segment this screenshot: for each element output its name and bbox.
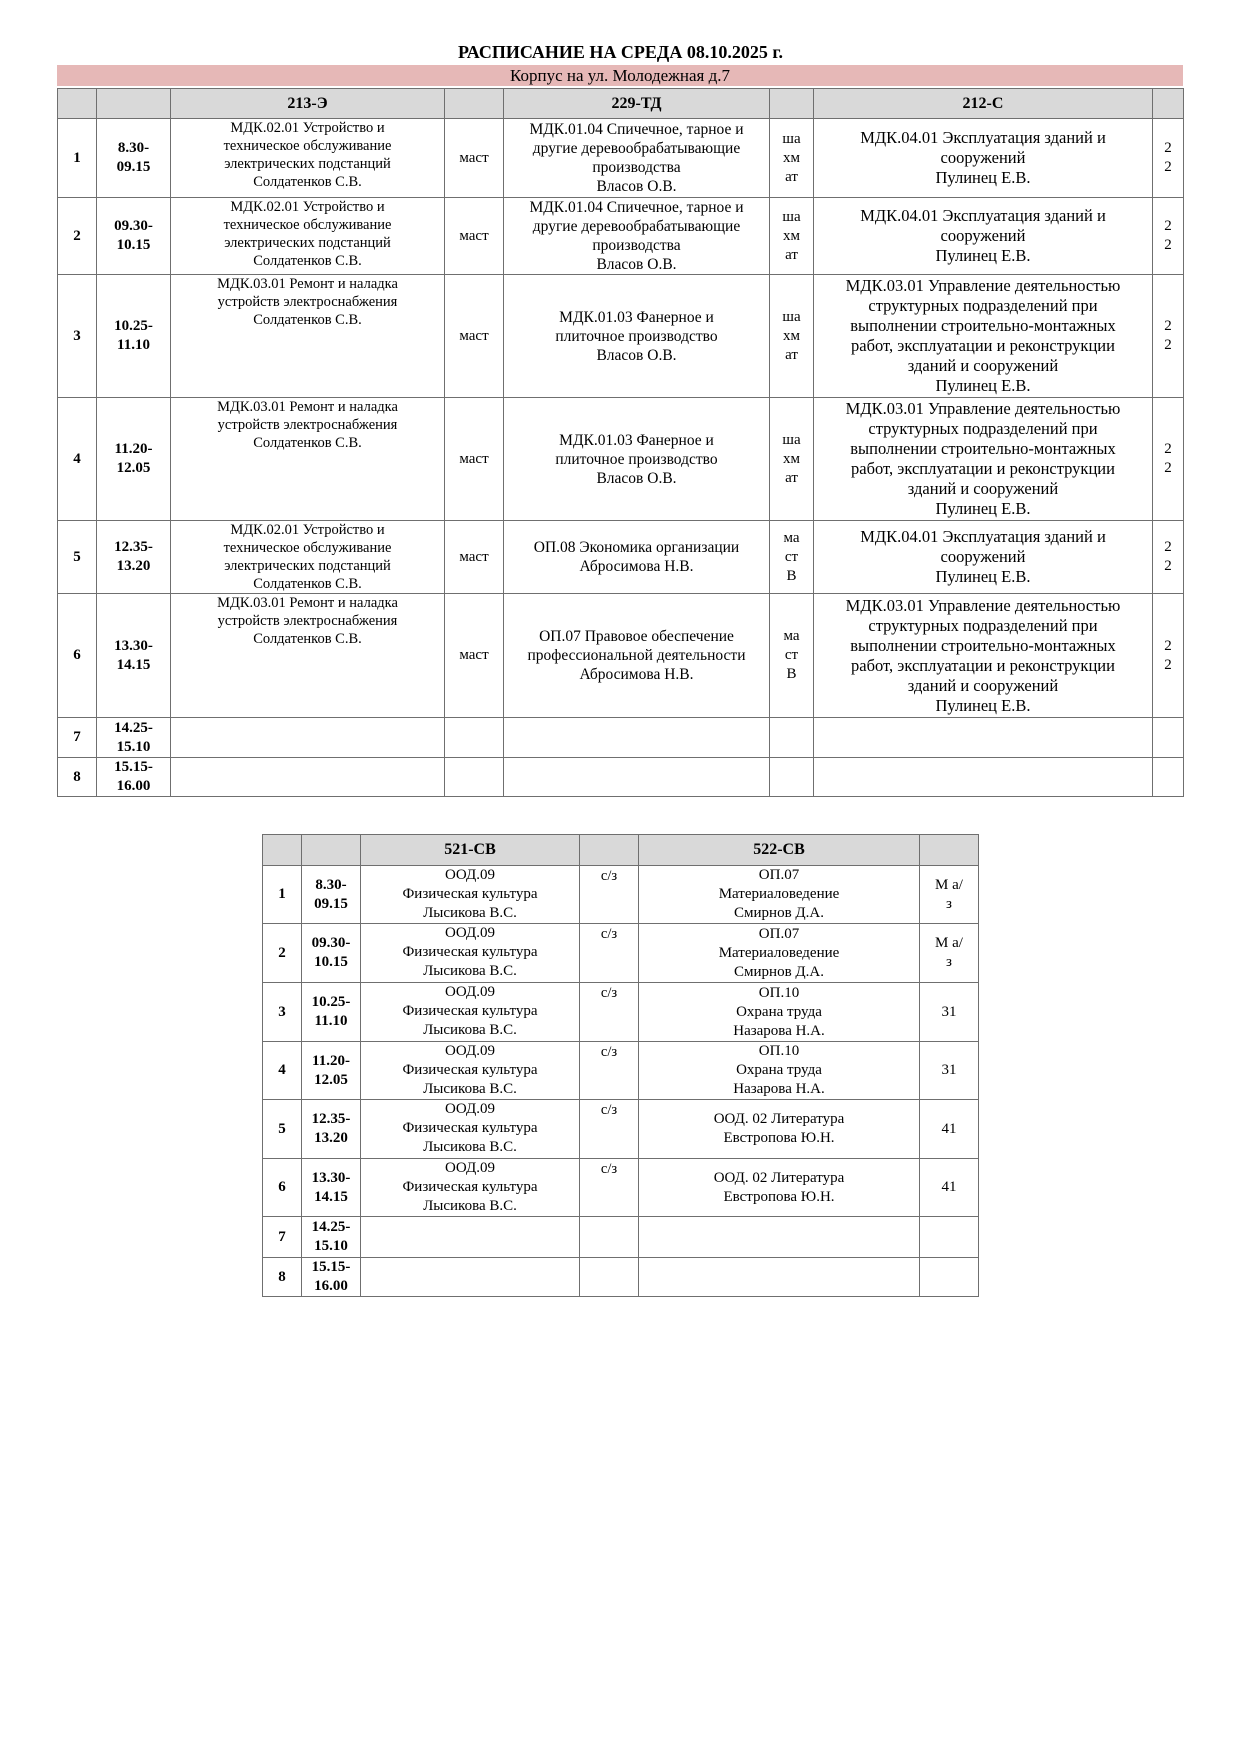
lesson-522 [639,1217,920,1258]
lesson-number: 3 [58,275,97,398]
header-room [445,89,504,119]
room-212 [1153,521,1184,594]
room-213: маст [445,398,504,521]
room-521: с/з [580,866,639,924]
lesson-time: 14.25- 15.10 [97,718,171,758]
lesson-212: МДК.04.01 Эксплуатация зданий и сооружений Пулинец Е.В. [814,198,1153,275]
lesson-521: ООД.09 Физическая культура Лысикова В.С. [361,1159,580,1217]
lesson-212 [814,718,1153,758]
room-229-text: шахмат [782,130,801,185]
lesson-212 [814,758,1153,797]
lesson-521: ООД.09 Физическая культура Лысикова В.С. [361,983,580,1042]
room-213 [445,718,504,758]
room-229 [770,119,814,198]
lesson-521: ООД.09 Физическая культура Лысикова В.С. [361,1042,580,1100]
room-521: с/з [580,1159,639,1217]
room-229 [770,275,814,398]
table-row [263,1258,979,1297]
lesson-time: 09.30- 10.15 [97,198,171,275]
lesson-time: 13.30- 14.15 [97,594,171,718]
lesson-229: ОП.08 Экономика организации Абросимова Н.В. [504,521,770,594]
lesson-213: МДК.03.01 Ремонт и наладка устройств электроснабжения Солдатенков С.В. [171,275,445,398]
lesson-212: МДК.04.01 Эксплуатация зданий и сооружений Пулинец Е.В. [814,521,1153,594]
lesson-213: МДК.02.01 Устройство и техническое обслуживание электрических подстанций Солдатенков С.В. [171,119,445,198]
lesson-213: МДК.03.01 Ремонт и наладка устройств электроснабжения Солдатенков С.В. [171,398,445,521]
room-212 [1153,594,1184,718]
lesson-213 [171,718,445,758]
lesson-time: 8.30- 09.15 [97,119,171,198]
room-229 [770,521,814,594]
header-time [302,835,361,866]
lesson-time: 15.15- 16.00 [97,758,171,797]
room-212-text: 22 [1164,140,1172,175]
lesson-time: 09.30- 10.15 [302,924,361,983]
lesson-229: МДК.01.03 Фанерное и плиточное производство Власов О.В. [504,398,770,521]
table-row [58,594,1184,718]
room-521: с/з [580,983,639,1042]
room-522 [920,866,979,924]
lesson-521 [361,1258,580,1297]
room-212 [1153,398,1184,521]
header-time [97,89,171,119]
room-522 [920,1217,979,1258]
table-row [263,924,979,983]
lesson-time: 8.30- 09.15 [302,866,361,924]
room-521: с/з [580,1100,639,1159]
room-521 [580,1217,639,1258]
room-522 [920,924,979,983]
room-213: маст [445,198,504,275]
table-row [58,198,1184,275]
lesson-522: ОП.10 Охрана труда Назарова Н.А. [639,983,920,1042]
page-title: РАСПИСАНИЕ НА СРЕДА 08.10.2025 г. [458,42,783,62]
room-522-text: М а/з [935,876,963,912]
lesson-522: ООД. 02 Литература Евстропова Ю.Н. [639,1159,920,1217]
table-row [263,1100,979,1159]
room-522-text: 41 [941,1120,957,1137]
room-522-text: 31 [941,1062,957,1078]
lesson-number: 2 [263,924,302,983]
room-229 [770,398,814,521]
schedule-table-main [57,88,1184,797]
room-229-text: шахмат [782,308,801,363]
room-522-text: М а/з [935,935,963,970]
lesson-229: МДК.01.04 Спичечное, тарное и другие деревообрабатывающие производства Власов О.В. [504,119,770,198]
lesson-number: 7 [58,718,97,758]
room-229-text: маст В [783,529,800,584]
lesson-time: 13.30- 14.15 [302,1159,361,1217]
room-213: маст [445,275,504,398]
room-521: с/з [580,924,639,983]
lesson-212: МДК.03.01 Управление деятельностью структурных подразделений при выполнении строительно-монтажных работ, эксплуатации и реконструкции зданий и сооружений Пулинец Е.В. [814,275,1153,398]
lesson-229: МДК.01.03 Фанерное и плиточное производство Власов О.В. [504,275,770,398]
lesson-213: МДК.03.01 Ремонт и наладка устройств электроснабжения Солдатенков С.В. [171,594,445,718]
lesson-time: 12.35- 13.20 [97,521,171,594]
lesson-number: 8 [58,758,97,797]
table-row [58,718,1184,758]
lesson-number: 4 [58,398,97,521]
header-num [263,835,302,866]
room-522 [920,983,979,1042]
room-229 [770,594,814,718]
room-229 [770,718,814,758]
lesson-229: ОП.07 Правовое обеспечение профессиональной деятельности Абросимова Н.В. [504,594,770,718]
lesson-number: 6 [263,1159,302,1217]
table-row [58,119,1184,198]
header-room [920,835,979,866]
table-row [263,983,979,1042]
lesson-number: 8 [263,1258,302,1297]
lesson-521: ООД.09 Физическая культура Лысикова В.С. [361,1100,580,1159]
lesson-time: 11.20- 12.05 [97,398,171,521]
room-522 [920,1159,979,1217]
table-row [263,866,979,924]
lesson-number: 4 [263,1042,302,1100]
table-row [58,758,1184,797]
table-row [58,398,1184,521]
lesson-522: ОП.07 Материаловедение Смирнов Д.А. [639,924,920,983]
lesson-number: 3 [263,983,302,1042]
table-header-row [58,89,1184,119]
lesson-number: 1 [58,119,97,198]
table-row [263,1217,979,1258]
room-522 [920,1100,979,1159]
lesson-522: ООД. 02 Литература Евстропова Ю.Н. [639,1100,920,1159]
lesson-time: 14.25- 15.10 [302,1217,361,1258]
lesson-213 [171,758,445,797]
room-522-text: 41 [941,1179,957,1195]
lesson-212: МДК.03.01 Управление деятельностью структурных подразделений при выполнении строительно-монтажных работ, эксплуатации и реконструкции зданий и сооружений Пулинец Е.В. [814,398,1153,521]
lesson-number: 5 [58,521,97,594]
table-header-row [263,835,979,866]
group-header-522: 522-СВ [639,835,920,866]
header-room [770,89,814,119]
room-213: маст [445,521,504,594]
lesson-time: 10.25- 11.10 [302,983,361,1042]
room-229 [770,198,814,275]
lesson-number: 5 [263,1100,302,1159]
lesson-229: МДК.01.04 Спичечное, тарное и другие деревообрабатывающие производства Власов О.В. [504,198,770,275]
lesson-time: 15.15- 16.00 [302,1258,361,1297]
lesson-number: 6 [58,594,97,718]
room-522-text: 31 [941,1003,957,1020]
room-213: маст [445,594,504,718]
lesson-522 [639,1258,920,1297]
group-header-521: 521-СВ [361,835,580,866]
room-229-text: шахмат [782,208,801,263]
room-212-text: 22 [1164,637,1172,673]
lesson-522: ОП.10 Охрана труда Назарова Н.А. [639,1042,920,1100]
room-212-text: 22 [1164,539,1172,574]
room-212 [1153,119,1184,198]
lesson-229 [504,758,770,797]
table-row [58,521,1184,594]
lesson-522: ОП.07 Материаловедение Смирнов Д.А. [639,866,920,924]
lesson-time: 12.35- 13.20 [302,1100,361,1159]
lesson-number: 2 [58,198,97,275]
room-212 [1153,198,1184,275]
room-229-text: маст В [783,628,800,682]
room-229 [770,758,814,797]
lesson-521: ООД.09 Физическая культура Лысикова В.С. [361,924,580,983]
lesson-time: 11.20- 12.05 [302,1042,361,1100]
header-room [1153,89,1184,119]
room-212-text: 22 [1164,218,1172,253]
lesson-number: 1 [263,866,302,924]
lesson-229 [504,718,770,758]
room-212-text: 22 [1164,318,1172,353]
room-212 [1153,718,1184,758]
lesson-521: ООД.09 Физическая культура Лысикова В.С. [361,866,580,924]
room-521 [580,1258,639,1297]
lesson-212: МДК.03.01 Управление деятельностью структурных подразделений при выполнении строительно-монтажных работ, эксплуатации и реконструкции зданий и сооружений Пулинец Е.В. [814,594,1153,718]
lesson-521 [361,1217,580,1258]
group-header-212: 212-С [814,89,1153,119]
lesson-213: МДК.02.01 Устройство и техническое обслуживание электрических подстанций Солдатенков С.В. [171,521,445,594]
table-row [58,275,1184,398]
room-521: с/з [580,1042,639,1100]
room-212 [1153,275,1184,398]
table-row [263,1042,979,1100]
room-522 [920,1042,979,1100]
room-522 [920,1258,979,1297]
lesson-time: 10.25- 11.10 [97,275,171,398]
header-num [58,89,97,119]
room-212-text: 22 [1164,441,1172,476]
room-212 [1153,758,1184,797]
group-header-229: 229-ТД [504,89,770,119]
room-229-text: шахмат [782,431,801,486]
building-banner: Корпус на ул. Молодежная д.7 [57,65,1183,86]
header-room [580,835,639,866]
lesson-212: МДК.04.01 Эксплуатация зданий и сооружений Пулинец Е.В. [814,119,1153,198]
lesson-number: 7 [263,1217,302,1258]
room-213: маст [445,119,504,198]
table-row [263,1159,979,1217]
room-213 [445,758,504,797]
lesson-213: МДК.02.01 Устройство и техническое обслуживание электрических подстанций Солдатенков С.В. [171,198,445,275]
group-header-213: 213-Э [171,89,445,119]
schedule-table-secondary [262,834,979,1297]
